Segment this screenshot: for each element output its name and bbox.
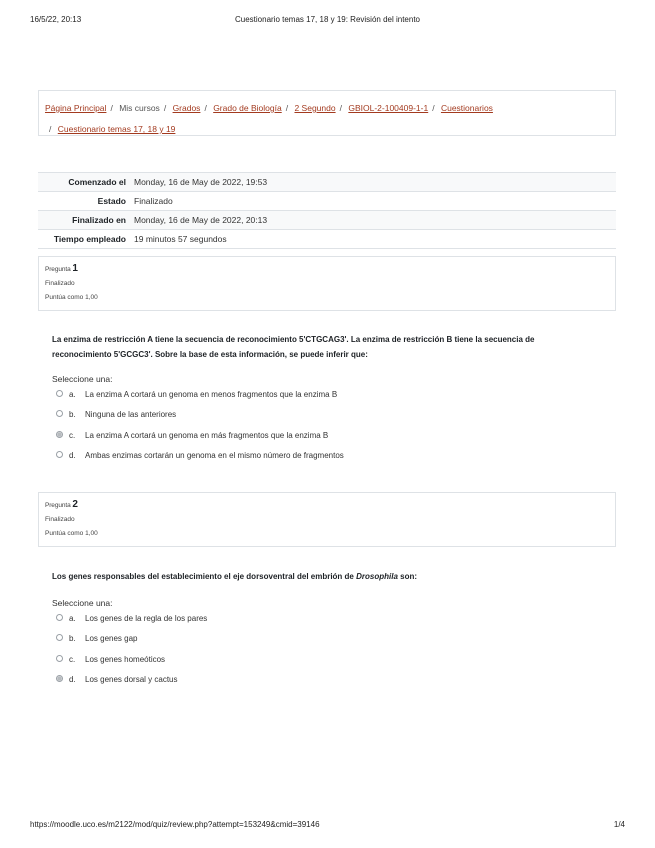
question-label: Pregunta — [45, 502, 71, 509]
summary-value: Monday, 16 de May de 2022, 19:53 — [134, 177, 268, 187]
question-state: Finalizado — [45, 280, 75, 287]
page-number: 1/4 — [613, 820, 625, 829]
question-marks: Puntúa como 1,00 — [45, 530, 98, 537]
question-marks: Puntúa como 1,00 — [45, 294, 98, 301]
summary-row-started — [38, 173, 616, 192]
question-1-answer-b[interactable]: b. Ninguna de las anteriores — [56, 409, 176, 421]
breadcrumb-grado-biologia[interactable]: Grado de Biología — [213, 103, 282, 113]
summary-row-state — [38, 192, 616, 211]
question-1-answer-d[interactable]: d. Ambas enzimas cortarán un genoma en el mismo número de fragmentos — [56, 450, 344, 462]
print-url: https://moodle.uco.es/m2122/mod/quiz/review.php?attempt=153249&cmid=39146 — [30, 820, 320, 829]
question-number: 2 — [72, 499, 78, 510]
radio-button[interactable] — [56, 655, 63, 662]
breadcrumb: Página Principal / Mis cursos / Grados / Grado de Biología / 2 Segundo / GBIOL-2-100409-1-1 / Cuestionarios / Cuestionario temas 17, 18 y 19 — [38, 90, 616, 136]
question-label: Pregunta — [45, 266, 71, 273]
print-footer — [30, 820, 625, 832]
attempt-summary-table — [38, 172, 616, 249]
breadcrumb-cuestionarios[interactable]: Cuestionarios — [440, 103, 493, 113]
question-1-text: La enzima de restricción A tiene la secuencia de reconocimiento 5'CTGCAG3'. La enzima de restricción B tiene la secuencia de reconocimiento 5'GCGC3'. Sobre la base de esta información, se puede inferir que: — [52, 335, 535, 359]
summary-value: Monday, 16 de May de 2022, 20:13 — [134, 215, 268, 225]
question-1-answer-a[interactable]: a. La enzima A cortará un genoma en menos fragmentos que la enzima B — [56, 389, 337, 401]
summary-label: Estado — [97, 196, 126, 206]
breadcrumb-quiz[interactable]: Cuestionario temas 17, 18 y 19 — [57, 124, 176, 134]
summary-row-finished — [38, 211, 616, 230]
radio-button[interactable] — [56, 614, 63, 621]
summary-value: 19 minutos 57 segundos — [134, 234, 227, 244]
radio-button[interactable] — [56, 634, 63, 641]
question-number: 1 — [72, 263, 78, 274]
breadcrumb-my-courses: Mis cursos — [119, 103, 160, 113]
print-title: Cuestionario temas 17, 18 y 19: Revisión del intento — [235, 15, 420, 24]
question-2-answer-a[interactable]: a. Los genes de la regla de los pares — [56, 613, 207, 625]
question-1-info — [38, 256, 616, 311]
breadcrumb-segundo[interactable]: 2 Segundo — [294, 103, 336, 113]
question-2-text: Los genes responsables del establecimiento el eje dorsoventral del embrión de Drosophila son: — [52, 572, 417, 581]
question-2-answer-c[interactable]: c. Los genes homeóticos — [56, 654, 165, 666]
question-1-answer-c[interactable]: c. La enzima A cortará un genoma en más fragmentos que la enzima B — [56, 430, 328, 442]
radio-button-selected[interactable] — [56, 675, 63, 682]
question-2-info — [38, 492, 616, 547]
question-2-answer-b[interactable]: b. Los genes gap — [56, 633, 138, 645]
radio-button[interactable] — [56, 410, 63, 417]
summary-label: Comenzado el — [68, 177, 126, 187]
breadcrumb-course[interactable]: GBIOL-2-100409-1-1 — [348, 103, 429, 113]
breadcrumb-grados[interactable]: Grados — [172, 103, 201, 113]
question-state: Finalizado — [45, 516, 75, 523]
print-header — [30, 15, 625, 27]
summary-label: Finalizado en — [72, 215, 126, 225]
summary-label: Tiempo empleado — [53, 234, 126, 244]
print-date: 16/5/22, 20:13 — [30, 15, 82, 24]
question-1-prompt: Seleccione una: — [52, 374, 113, 384]
question-2-prompt: Seleccione una: — [52, 598, 113, 608]
summary-row-time-taken — [38, 230, 616, 249]
radio-button[interactable] — [56, 390, 63, 397]
radio-button[interactable] — [56, 451, 63, 458]
breadcrumb-home[interactable]: Página Principal — [45, 103, 107, 113]
radio-button-selected[interactable] — [56, 431, 63, 438]
summary-value: Finalizado — [134, 196, 173, 206]
question-2-answer-d[interactable]: d. Los genes dorsal y cactus — [56, 674, 178, 686]
